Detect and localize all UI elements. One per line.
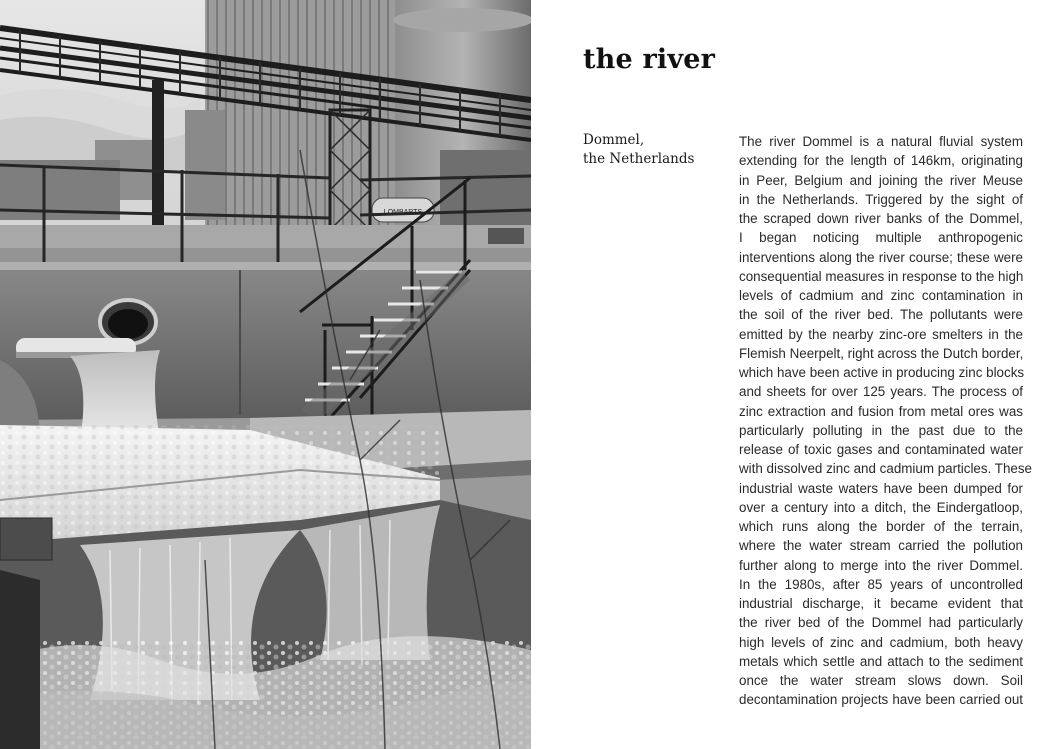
body-line: The river Dommel is a natural fluvial system xyxy=(739,134,1023,149)
body-line: where the water stream carried the pollution xyxy=(739,538,1023,554)
river-outfall-photo xyxy=(0,0,531,749)
body-line: the scraped down river banks of the Dommel, xyxy=(739,211,1023,226)
body-line: levels of cadmium and zinc contamination in xyxy=(739,288,1023,303)
body-line: consequential measures in response to the high xyxy=(739,268,1024,284)
body-line: in Peer, Belgium and joining the river Meuse xyxy=(739,172,1023,188)
body-line: release of toxic gases and contaminated water xyxy=(739,442,1023,457)
body-line: the river bed of the Dommel had particularly xyxy=(739,615,1023,631)
body-line: decontamination projects have been carried out xyxy=(739,692,1023,708)
tank-truck-label: LOMBARTS xyxy=(383,209,423,216)
location-line-1: Dommel, xyxy=(583,132,645,148)
location-caption xyxy=(583,131,723,169)
body-line: with dissolved zinc and cadmium particles. These xyxy=(739,461,1032,477)
body-line: Flemish Neerpelt, right across the Dutch border, xyxy=(739,345,1024,361)
body-line: once the water stream slows down. Soil xyxy=(739,673,1023,688)
body-line: and sheets for over 125 years. The process of xyxy=(739,384,1023,400)
body-line: over a century into a ditch, the Eindergatloop, xyxy=(739,499,1023,515)
body-line: industrial waste waters have been dumped for xyxy=(739,480,1023,496)
body-line: extending for the length of 146km, originating xyxy=(739,153,1023,169)
body-line: zinc extraction and fusion from metal ores was xyxy=(739,403,1023,419)
body-line: interventions along the river course; these were xyxy=(739,249,1023,265)
body-line: metals which settle and attach to the sediment xyxy=(739,653,1023,669)
body-text xyxy=(739,132,1032,710)
body-line: industrial discharge, it became evident that xyxy=(739,596,1023,611)
location-line-2: the Netherlands xyxy=(583,151,695,167)
body-line: high levels of zinc and cadmium, both heavy xyxy=(739,634,1023,650)
body-line: the soil of the river bed. The pollutants were xyxy=(739,307,1023,323)
body-line: in the Netherlands. Triggered by the sight of xyxy=(739,191,1023,207)
body-line: In the 1980s, after 85 years of uncontrolled xyxy=(739,576,1023,592)
body-line: which have been active in producing zinc blocks xyxy=(739,365,1025,380)
body-line: I began noticing multiple anthropogenic xyxy=(739,230,1023,246)
page-title: the river xyxy=(583,44,716,75)
body-line: which runs along the border of the terrain, xyxy=(739,519,1023,534)
body-line: further along to merge into the river Dommel. xyxy=(739,557,1023,573)
body-line: emitted by the nearby zinc-ore smelters in the xyxy=(739,326,1023,342)
body-line: particularly polluting in the past due to the xyxy=(739,422,1023,438)
